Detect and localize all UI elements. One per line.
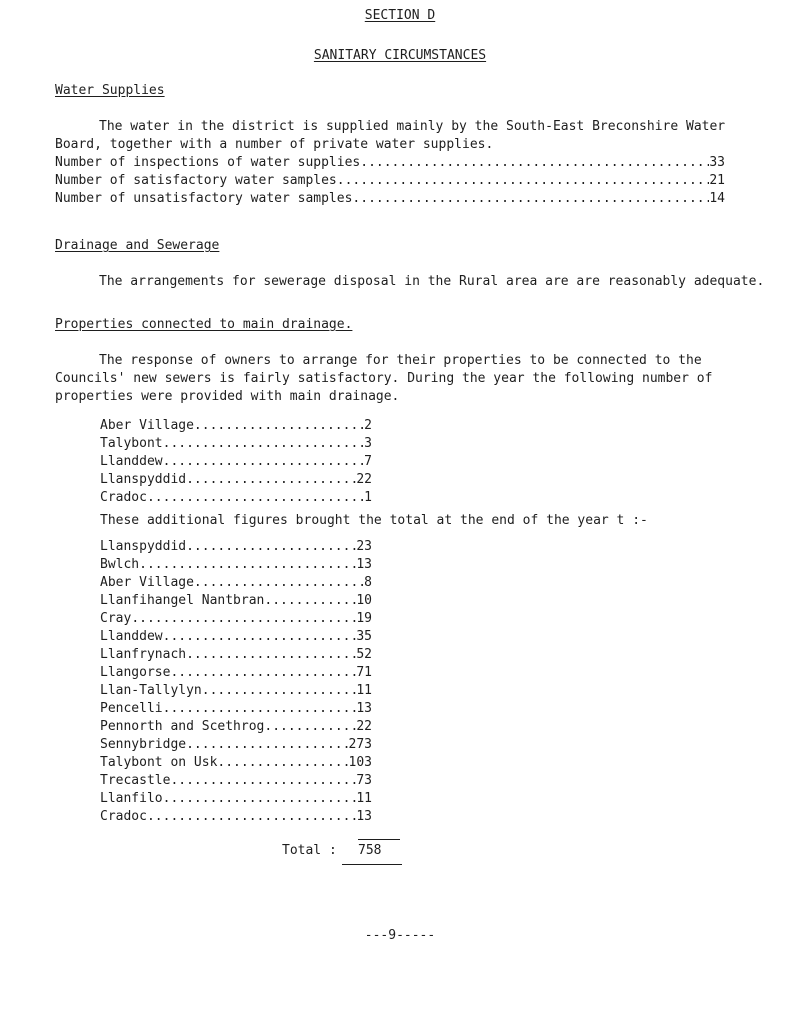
total-row: [100, 718, 372, 736]
total-row: [100, 592, 372, 610]
property-row-value: 1: [364, 490, 372, 505]
leader-dots: [264, 718, 356, 736]
property-row: [100, 417, 372, 435]
total-row: [100, 538, 372, 556]
total-row-label: Sennybridge: [100, 737, 187, 752]
property-row: [100, 489, 372, 507]
water-stat-row: [55, 190, 725, 208]
water-stat-row-value: 14: [709, 191, 725, 206]
water-stat-row-label: Number of unsatisfactory water samples: [55, 191, 353, 206]
total-row-value: 11: [356, 791, 372, 806]
total-row-label: Cradoc: [100, 809, 147, 824]
section-title: SECTION D: [364, 8, 436, 23]
additional-note: These additional figures brought the total at the end of the year t :-: [100, 513, 648, 528]
leader-dots: [131, 610, 356, 628]
property-row-value: 3: [364, 436, 372, 451]
leader-dots: [147, 808, 356, 826]
total-row-value: 13: [356, 557, 372, 572]
total-row-label: Bwlch: [100, 557, 140, 572]
total-row-label: Aber Village: [100, 575, 194, 590]
total-row: [100, 646, 372, 664]
total-row-label: Llanspyddid: [100, 539, 187, 554]
total-row: [100, 574, 372, 592]
total-row-value: 13: [356, 701, 372, 716]
total-rule-top: [358, 839, 400, 840]
properties-paragraph: The response of owners to arrange for their properties to be connected to the Councils' new sewers is fairly satisfactory. During the year the following number of properties were provided with main drainage.: [55, 353, 713, 404]
leader-dots: [186, 538, 356, 556]
property-row: [100, 435, 372, 453]
total-row-value: 13: [356, 809, 372, 824]
property-row-value: 22: [356, 472, 372, 487]
total-row-value: 71: [356, 665, 372, 680]
leader-dots: [194, 574, 364, 592]
total-row: [100, 664, 372, 682]
leader-dots: [170, 772, 356, 790]
total-row-label: Llanfihangel Nantbran: [100, 593, 265, 608]
leader-dots: [194, 417, 364, 435]
property-row-label: Talybont: [100, 436, 163, 451]
leader-dots: [264, 592, 356, 610]
property-row: [100, 471, 372, 489]
total-row-value: 22: [356, 719, 372, 734]
total-row-label: Llangorse: [100, 665, 171, 680]
total-row-label: Llanfrynach: [100, 647, 187, 662]
total-row: [100, 754, 372, 772]
drainage-paragraph: The arrangements for sewerage disposal in the Rural area are are reasonably adequate.: [99, 274, 765, 289]
water-stat-row: [55, 154, 725, 172]
total-row-label: Trecastle: [100, 773, 171, 788]
water-stat-row-label: Number of satisfactory water samples: [55, 173, 337, 188]
water-stat-row-value: 33: [709, 155, 725, 170]
total-row: [100, 628, 372, 646]
leader-dots: [163, 435, 365, 453]
property-row-value: 2: [364, 418, 372, 433]
total-row-value: 73: [356, 773, 372, 788]
total-row-value: 11: [356, 683, 372, 698]
total-row: [100, 682, 372, 700]
total-row-label: Llanfilo: [100, 791, 163, 806]
total-row-value: 103: [348, 755, 372, 770]
total-row-value: 35: [356, 629, 372, 644]
total-row: [100, 736, 372, 754]
leader-dots: [360, 154, 709, 172]
total-row-label: Pennorth and Scethrog: [100, 719, 265, 734]
property-row-label: Llanspyddid: [100, 472, 187, 487]
total-row-label: Cray: [100, 611, 132, 626]
water-supplies-paragraph: The water in the district is supplied mainly by the South-East Breconshire Water Board, together with a number of private water supplies.: [55, 119, 726, 152]
total-row-value: 52: [356, 647, 372, 662]
total-row: [100, 790, 372, 808]
leader-dots: [186, 471, 356, 489]
total-row: [100, 772, 372, 790]
leader-dots: [186, 736, 348, 754]
total-row-label: Llanddew: [100, 629, 163, 644]
total-row-value: 19: [356, 611, 372, 626]
leader-dots: [170, 664, 356, 682]
property-row-value: 7: [364, 454, 372, 469]
leader-dots: [163, 790, 357, 808]
total-row-value: 273: [348, 737, 372, 752]
leader-dots: [139, 556, 356, 574]
total-row: [100, 808, 372, 826]
property-row-label: Llanddew: [100, 454, 163, 469]
total-row: [100, 556, 372, 574]
water-stat-row-value: 21: [709, 173, 725, 188]
leader-dots: [217, 754, 348, 772]
leader-dots: [147, 489, 364, 507]
total-row-value: 8: [364, 575, 372, 590]
total-row-value: 23: [356, 539, 372, 554]
leader-dots: [337, 172, 710, 190]
water-supplies-heading: Water Supplies: [55, 83, 165, 98]
properties-heading: Properties connected to main drainage.: [55, 317, 353, 332]
property-row: [100, 453, 372, 471]
leader-dots: [163, 453, 365, 471]
total-row-label: Pencelli: [100, 701, 163, 716]
leader-dots: [352, 190, 709, 208]
leader-dots: [163, 628, 357, 646]
leader-dots: [186, 646, 356, 664]
total-rule-bottom: [342, 864, 402, 865]
leader-dots: [202, 682, 357, 700]
water-stat-row: [55, 172, 725, 190]
property-row-label: Aber Village: [100, 418, 194, 433]
property-row-label: Cradoc: [100, 490, 147, 505]
water-stat-row-label: Number of inspections of water supplies: [55, 155, 361, 170]
section-subtitle: SANITARY CIRCUMSTANCES: [313, 48, 487, 63]
page-number: ---9-----: [364, 928, 436, 943]
total-value: 758: [358, 843, 382, 858]
total-label: Total :: [282, 843, 337, 858]
total-row-label: Llan-Tallylyn: [100, 683, 202, 698]
drainage-heading: Drainage and Sewerage: [55, 238, 220, 253]
total-row-label: Talybont on Usk: [100, 755, 218, 770]
total-row: [100, 700, 372, 718]
total-row-value: 10: [356, 593, 372, 608]
leader-dots: [163, 700, 357, 718]
total-row: [100, 610, 372, 628]
